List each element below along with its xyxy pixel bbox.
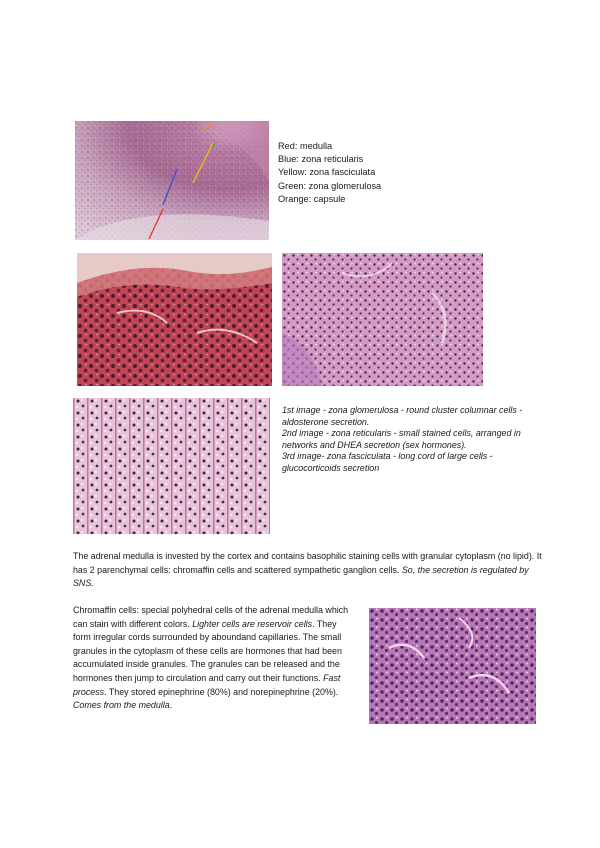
legend-item-reticularis: Blue: zona reticularis: [278, 154, 364, 165]
chromaffin-fast-note: Fast process: [73, 672, 341, 697]
caption-glomerulosa: 1st image - zona glomerulosa - round cluster columnar cells - aldosterone secretion.: [282, 405, 523, 427]
zona-reticularis-micrograph: [282, 253, 483, 386]
chromaffin-cells-paragraph: [73, 604, 355, 713]
legend-item-glomerulosa: Green: zona glomerulosa: [278, 180, 382, 191]
chromaffin-hormones-text: . They stored epinephrine (80%) and norepinephrine (20%).: [104, 686, 339, 697]
adrenal-overview-micrograph: [75, 121, 269, 240]
legend-item-capsule: Orange: capsule: [278, 193, 346, 204]
chromaffin-granules-text: . They form irregular cords surrounded by aboundand capillaries. The small granules in the cytoplasm of these cells are hormones that had been accumulated inside granules. The granules can be released and the hormones then jump to circulation and carry out their functions.: [73, 618, 342, 683]
zona-fasciculata-micrograph: [73, 398, 270, 534]
legend-item-fasciculata: Yellow: zona fasciculata: [278, 167, 376, 178]
micrograph-captions: [282, 405, 532, 475]
chromaffin-intro: Chromaffin cells: special polyhedral cells of the adrenal medulla which can stain with different colors.: [73, 605, 349, 629]
caption-fasciculata: 3rd image- zona fasciculata - long cord of large cells - glucocorticoids secretion: [282, 451, 493, 473]
medulla-sns-note: So, the secretion is regulated by SNS.: [73, 564, 529, 589]
chromaffin-origin-note: Comes from the medulla: [73, 700, 170, 711]
zone-color-legend: [278, 140, 381, 206]
zona-glomerulosa-micrograph: [77, 253, 272, 386]
legend-item-medulla: Red: medulla: [278, 141, 333, 151]
caption-reticularis: 2nd image - zona reticularis - small stained cells, arranged in networks and DHEA secretion (sex hormones).: [282, 428, 521, 450]
chromaffin-lighter-note: Lighter cells are reservoir cells: [192, 618, 313, 629]
chromaffin-end: .: [169, 700, 173, 711]
adrenal-medulla-paragraph: [73, 550, 543, 591]
chromaffin-cells-micrograph: [369, 608, 536, 724]
medulla-description: The adrenal medulla is invested by the cortex and contains basophilic staining cells with granular cytoplasm (no lipid). It has 2 parenchymal cells: chromaffin cells and scattered sympathetic ganglion cells.: [73, 551, 542, 575]
